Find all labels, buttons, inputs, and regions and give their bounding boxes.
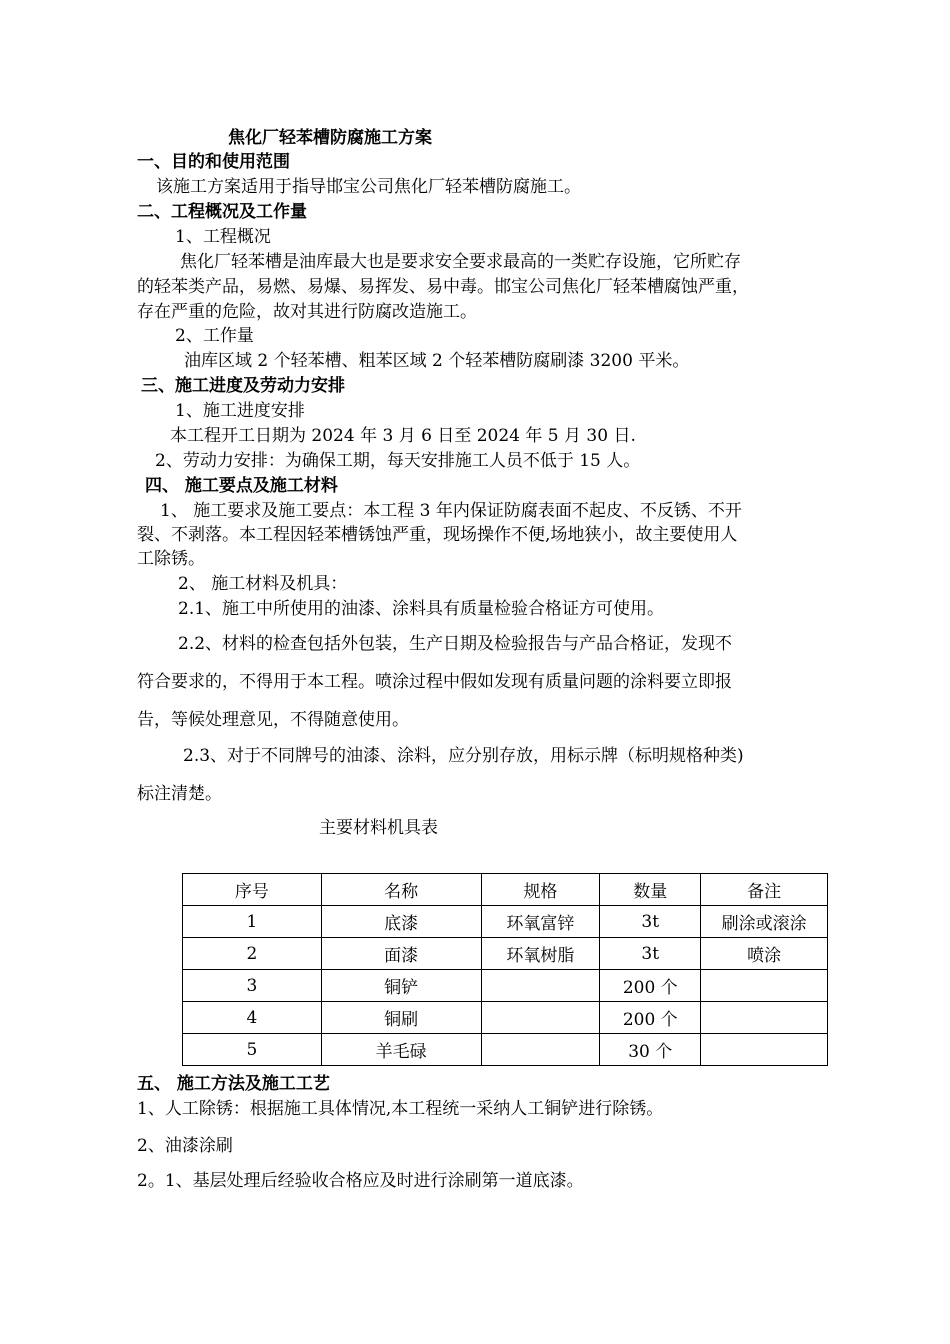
table-cell: 2 [183,938,322,970]
table-row [183,1002,828,1034]
section-4-para-line: 1、 施工要求及施工要点：本工程 3 年内保证防腐表面不起皮、不反锈、不开 [160,501,742,521]
section-5-heading: 五、 施工方法及施工工艺 [137,1074,330,1094]
table-cell: 200 个 [600,970,701,1002]
table-cell [701,1002,828,1034]
table-cell: 面漆 [321,938,481,970]
section-4-heading: 四、 施工要点及施工材料 [145,476,338,496]
table-cell [481,1034,600,1066]
table-cell [701,970,828,1002]
section-5-item-2: 2、油漆涂刷 [137,1136,233,1156]
materials-table [182,873,828,1066]
table-cell: 环氧树脂 [481,938,600,970]
header-cell: 备注 [701,874,828,906]
section-4-para-line: 标注清楚。 [137,784,222,804]
header-cell: 规格 [481,874,600,906]
table-row [183,938,828,970]
table-cell: 底漆 [321,906,481,938]
section-2-sub2: 2、工作量 [175,326,254,346]
section-2-workload: 油库区域 2 个轻苯槽、粗苯区域 2 个轻苯槽防腐刷漆 3200 平米。 [184,351,690,371]
table-cell: 刷涂或滚涂 [701,906,828,938]
table-title: 主要材料机具表 [319,818,438,838]
table-cell: 环氧富锌 [481,906,600,938]
doc-title: 焦化厂轻苯槽防腐施工方案 [228,128,432,148]
table-cell: 喷涂 [701,938,828,970]
section-4-para-line: 工除锈。 [137,549,205,569]
table-cell [481,1002,600,1034]
section-2-para-line: 存在严重的危险，故对其进行防腐改造施工。 [137,302,477,322]
table-cell: 4 [183,1002,322,1034]
table-cell: 3t [600,906,701,938]
header-cell: 数量 [600,874,701,906]
section-4-sub2: 2、 施工材料及机具： [178,574,348,594]
section-5-item-2-1: 2。1、基层处理后经验收合格应及时进行涂刷第一道底漆。 [137,1171,584,1191]
section-4-para-line: 裂、不剥落。本工程因轻苯槽锈蚀严重，现场操作不便,场地狭小，故主要使用人 [137,525,738,545]
table-header-row [183,874,828,906]
section-4-para-line: 2.3、对于不同牌号的油漆、涂料，应分别存放，用标示牌（标明规格种类) [183,746,744,766]
section-1-text: 该施工方案适用于指导邯宝公司焦化厂轻苯槽防腐施工。 [156,177,581,197]
section-3-sub1: 1、施工进度安排 [175,401,305,421]
table-row [183,970,828,1002]
section-2-para-line: 焦化厂轻苯槽是油库最大也是要求安全要求最高的一类贮存设施，它所贮存 [180,252,741,272]
table-row [183,1034,828,1066]
table-cell: 铜铲 [321,970,481,1002]
section-2-heading: 二、工程概况及工作量 [137,202,307,222]
table-cell: 3 [183,970,322,1002]
table-cell: 羊毛碌 [321,1034,481,1066]
section-2-para-line: 的轻苯类产品，易燃、易爆、易挥发、易中毒。邯宝公司焦化厂轻苯槽腐蚀严重， [137,277,749,297]
header-cell: 名称 [321,874,481,906]
table-cell [701,1034,828,1066]
table-cell: 5 [183,1034,322,1066]
section-4-para-line: 告，等候处理意见，不得随意使用。 [137,710,409,730]
table-cell: 30 个 [600,1034,701,1066]
section-1-heading: 一、目的和使用范围 [137,152,290,172]
section-4-para-line: 符合要求的，不得用于本工程。喷涂过程中假如发现有质量问题的涂料要立即报 [137,672,732,692]
section-4-item-2-1: 2.1、施工中所使用的油漆、涂料具有质量检验合格证方可使用。 [178,599,665,619]
section-2-sub1: 1、工程概况 [175,227,271,247]
table-cell: 200 个 [600,1002,701,1034]
header-cell: 序号 [183,874,322,906]
section-3-schedule: 本工程开工日期为 2024 年 3 月 6 日至 2024 年 5 月 30 日. [170,426,636,446]
table-cell: 3t [600,938,701,970]
table-cell: 铜刷 [321,1002,481,1034]
section-4-para-line: 2.2、材料的检查包括外包装，生产日期及检验报告与产品合格证，发现不 [178,634,733,654]
section-5-item-1: 1、人工除锈：根据施工具体情况,本工程统一采纳人工铜铲进行除锈。 [137,1099,664,1119]
section-3-labor: 2、劳动力安排：为确保工期，每天安排施工人员不低于 15 人。 [155,451,641,471]
table-cell: 1 [183,906,322,938]
table-row [183,906,828,938]
table-cell [481,970,600,1002]
section-3-heading: 三、施工进度及劳动力安排 [141,376,345,396]
